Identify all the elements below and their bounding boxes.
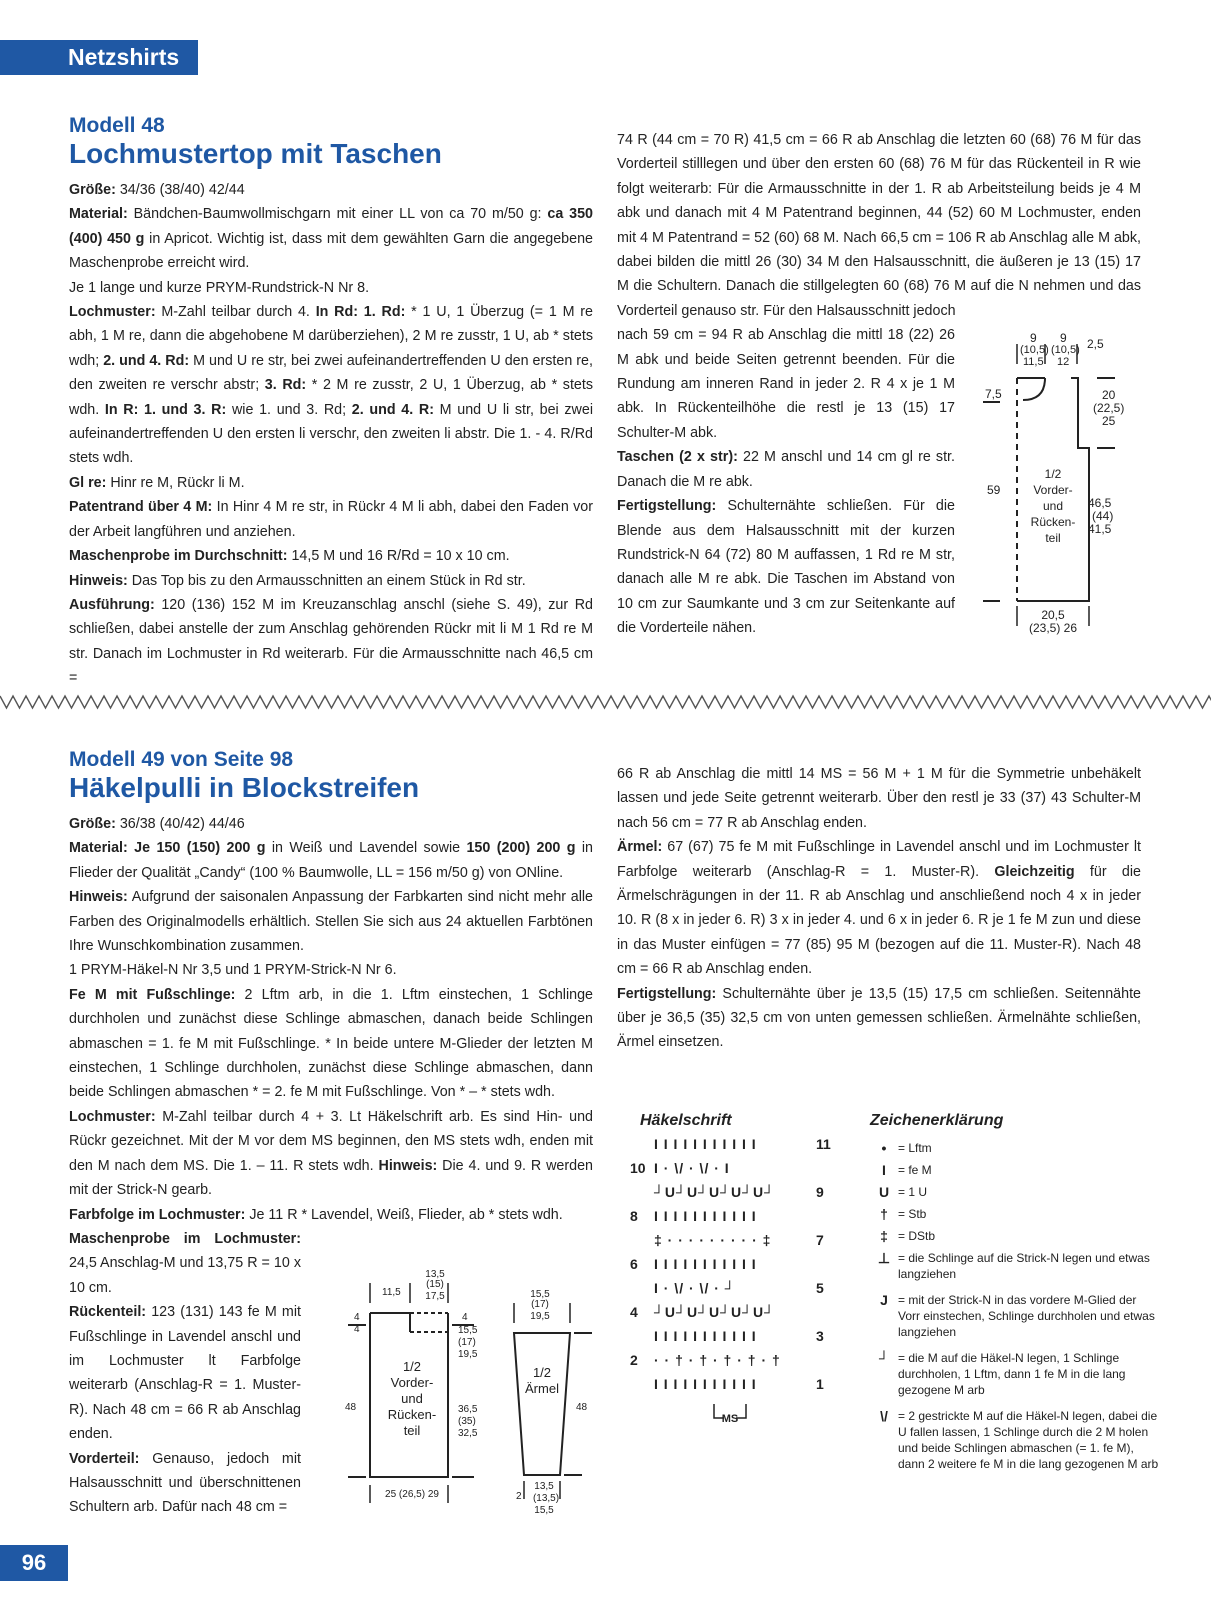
crochet-chart-title: Häkelschrift (640, 1112, 732, 1129)
chart-row-symbols: I I I I I I I I I I I (654, 1328, 757, 1344)
panel-label: 1/2 (532, 1365, 552, 1380)
model48-continued: 74 R (44 cm = 70 R) 41,5 cm = 66 R ab Anschlag die letzten 60 (68) 76 M für das Vorderteil stilllegen und über den ersten 60 (68) 76 M für das Rückenteil in R wie folgt weiterarb: Für die Armausschnitte in der 1. R ab Arbeitsteilung beids je 4 M abk und danach mit 4 M Patentrand beginnen, 44 (52) 60 M Lochmuster, enden mit 4 M Patentrand = 52 (60) 68 M. Nach 66,5 cm = 106 R ab Anschlag alle M abk, dabei bilden die mittl 26 (30) 34 M den Halsausschnitt, die äußeren je 13 (15) 17 M die Schultern. Danach die stillgelegten 60 (68) 76 M auf die N nehmen und das Vorderteil genauso str. Für den Halsausschnitt jedoch (617, 132, 1141, 319)
dim-label: 4 (462, 1312, 468, 1323)
legend-item (870, 1228, 1160, 1244)
model49-title: Häkelpulli in Blockstreifen (69, 772, 420, 803)
model48-material: Material: Bändchen-Baumwollmischgarn mit einer LL von ca 70 m/50 g: ca 350 (400) 450 g in Apricot. Wichtig ist, dass mit dem gewählten Garn die angegebene Maschenprobe erreicht wird. (69, 206, 593, 272)
panel-label: und (1042, 499, 1064, 513)
dim-label: 48 (576, 1402, 588, 1413)
dim-label: 9 (1060, 331, 1067, 345)
legend-text: = die Schlinge auf die Strick-N legen und etwas langziehen (898, 1251, 1150, 1281)
dim-label: 4 (354, 1324, 360, 1335)
chart-row-number: 9 (816, 1184, 824, 1200)
chart-row-number: 10 (630, 1160, 646, 1176)
dim-label: 11,5 (382, 1287, 401, 1298)
model48-finishing: Fertigstellung: Schulternähte schließen. Für die Blende aus dem Halsausschnitt mit der kurzen Rundstrick-N 64 (72) 80 M auffassen, 1 Rd re M str, danach alle M re abk. Die Taschen im Abstand von 10 cm zur Saumkante und 3 cm zur Seitenkante auf die Vorderteile nähen. (617, 498, 955, 637)
dim-label: (17) (531, 1299, 549, 1310)
legend-symbol-icon: † (880, 1206, 888, 1222)
dim-label: (17) (458, 1337, 476, 1348)
model48-label: Modell 48 (69, 114, 165, 137)
dim-label: 13,5 (534, 1481, 554, 1492)
panel-label: 1/2 (402, 1359, 422, 1374)
chart-row-symbols: I I I I I I I I I I I (654, 1208, 757, 1224)
model48-pockets: Taschen (2 x str): 22 M anschl und 14 cm gl re str. Danach die M re abk. (617, 449, 955, 490)
section-header: Netzshirts (0, 40, 198, 75)
model49-column-right (617, 762, 1141, 1055)
legend-symbol-icon: U (878, 1184, 890, 1200)
model49-front: Vorderteil: Genauso, jedoch mit Halsausschnitt und überschnittenen Schultern arb. Dafür nach 48 cm = (69, 1450, 301, 1516)
model49-material: Material: Je 150 (150) 200 g in Weiß und Lavendel sowie 150 (200) 200 g in Flieder der Qualität „Candy“ (100 % Baumwolle, LL = 156 m/50 g) von ONline. (69, 840, 594, 881)
dim-label: (22,5) (1093, 401, 1125, 415)
model49-lace-pattern: Lochmuster: M-Zahl teilbar durch 4 + 3. Lt Häkelschrift arb. Es sind Hin- und Rückr gezeichnet. Mit der M vor dem MS beginnen, den MS stets wdh, enden mit den M nach dem MS. Die 1. – 11. R stets wdh. Hinweis: Die 4. und 9. R werden mit der Strick-N gearb. (69, 1108, 593, 1199)
dim-label: 11,5 (1023, 356, 1044, 368)
legend-item (870, 1350, 1160, 1398)
dim-label: 25 (26,5) 29 (385, 1489, 439, 1500)
model49-sc-foundation: Fe M mit Fußschlinge: 2 Lftm arb, in die 1. Lftm einstechen, 1 Schlinge durchholen und zunächst diese Schlinge abmaschen, danach beide Schlingen abmaschen = 1. fe M mit Fußschlinge. * In beide untere M-Glieder der letzten M einstechen, 1 Schlinge durchholen, zunächst diese Schlinge abmaschen, dann beide Schlingen abmaschen * = 2. fe M mit Fußschlinge. Von * – * stets wdh. (69, 986, 593, 1101)
dim-label: (10,5) (1051, 344, 1080, 356)
chart-row-number: 3 (816, 1328, 824, 1344)
model48-column-left (69, 114, 593, 691)
legend-text: = Lftm (898, 1141, 932, 1155)
panel-label: und (401, 1391, 423, 1406)
legend-text: = DStb (898, 1229, 936, 1243)
model49-needles: 1 PRYM-Häkel-N Nr 3,5 und 1 PRYM-Strick-N Nr 6. (69, 962, 397, 979)
model48-size: Größe: 34/36 (38/40) 42/44 (69, 182, 245, 198)
dim-label: 48 (345, 1402, 357, 1413)
dim-label: 13,5 (425, 1269, 445, 1280)
model49-label: Modell 49 von Seite 98 (69, 748, 294, 771)
legend-item (870, 1140, 1160, 1156)
page-number: 96 (0, 1545, 68, 1581)
panel-label: teil (403, 1423, 421, 1438)
chart-row-number: 7 (816, 1232, 824, 1248)
model49-size: Größe: 36/38 (40/42) 44/46 (69, 816, 245, 832)
panel-label: teil (1045, 531, 1061, 545)
dim-label: 15,5 (458, 1325, 478, 1336)
dim-label: 19,5 (458, 1349, 478, 1360)
dim-label: (13,5) (532, 1493, 560, 1504)
model48-neckline: nach 59 cm = 94 R ab Anschlag die mittl 18 (22) 26 M abk und beide Seiten getrennt beenden. Für die Rundung am inneren Rand in jeder 2. R 4 x je 1 M abk. In Rückenteilhöhe die restl je 13 (15) 17 Schulter-M abk. (617, 327, 955, 441)
chart-row-number: 2 (630, 1352, 638, 1368)
model48-gauge: Maschenprobe im Durchschnitt: 14,5 M und 16 R/Rd = 10 x 10 cm. (69, 548, 510, 565)
chart-row-symbols: I I I I I I I I I I I (654, 1136, 757, 1152)
model48-stockinette: Gl re: Hinr re M, Rückr li M. (69, 474, 245, 491)
panel-label: 1/2 (1044, 467, 1062, 481)
panel-label: Rücken- (1030, 515, 1076, 529)
dim-label: 20 (1102, 388, 1116, 402)
chart-row-number: 11 (816, 1136, 831, 1152)
dim-label: 17,5 (425, 1291, 445, 1302)
legend-text: = 2 gestrickte M auf die Häkel-N legen, dabei die U fallen lassen, 1 Schlinge durch die 2 M holen und beide Schlingen abmaschen (= 1. fe M), dann 2 weitere fe M in die lang gezogenen M arb (898, 1409, 1159, 1471)
legend-symbol-icon: J (880, 1292, 888, 1308)
model48-title: Lochmustertop mit Taschen (69, 138, 442, 169)
chart-row-symbols: ‡ · · · · · · · · · ‡ (654, 1232, 772, 1248)
legend-symbol-icon: • (881, 1140, 887, 1156)
dim-label: (35) (458, 1416, 476, 1427)
legend-item (870, 1206, 1160, 1222)
dim-label: (10,5) (1020, 344, 1049, 356)
legend-symbol-icon: I (882, 1162, 886, 1178)
chart-row-number: 5 (816, 1280, 824, 1296)
chart-row-symbols: ┘U┘U┘U┘U┘U┘ (654, 1184, 776, 1200)
dim-label: 41,5 (1088, 522, 1112, 536)
crochet-chart (630, 1132, 840, 1432)
model49-sleeves: Ärmel: 67 (67) 75 fe M mit Fußschlinge in Lavendel anschl und im Lochmuster lt Farbfolge weiterarb (Anschlag-R = 1. Muster-R). Gleichzeitig für die Ärmelschrägungen in der 11. R ab Anschlag und anschließend noch 4 x in jeder 10. R (8 x in jeder 6. R) 3 x in jeder 4. und 6 x in jeder 6. R je 1 fe M zun und diese in das Muster einfügen = 77 (85) 95 M (bezogen auf die 11. Muster-R). Nach 48 cm = 66 R ab Anschlag enden. (617, 839, 1141, 978)
legend-symbol-icon: ‡ (880, 1228, 888, 1244)
chart-row-symbols: I · \/ · \/ · I (654, 1160, 730, 1176)
legend-item (870, 1162, 1160, 1178)
legend-title: Zeichenerklärung (870, 1112, 1004, 1129)
chart-row-symbols: I I I I I I I I I I I (654, 1376, 757, 1392)
legend-item (870, 1408, 1160, 1472)
symbol-legend (870, 1112, 1160, 1482)
legend-item (870, 1250, 1160, 1282)
chart-row-number: 6 (630, 1256, 638, 1272)
panel-label: Vorder- (1033, 483, 1073, 497)
dim-label: 15,5 (530, 1289, 550, 1300)
chart-row-number: 4 (630, 1304, 638, 1320)
model49-finishing: Fertigstellung: Schulternähte über je 13,5 (15) 17,5 cm schließen. Seitennähte über je 36,5 (35) 32,5 cm von unten gemessen schließen. Ärmelnähte schließen, Ärmel einsetzen. (617, 985, 1141, 1051)
panel-label: Ärmel (525, 1381, 559, 1396)
dim-label: 12 (1057, 356, 1070, 368)
dim-label: 2,5 (1087, 337, 1104, 351)
dim-label: 4 (354, 1312, 360, 1323)
dim-label: (44) (1092, 509, 1114, 523)
dim-label: 20,5 (1041, 608, 1065, 622)
chart-row-symbols: · · † · † · † · † · † (654, 1352, 781, 1368)
panel-label: Rücken- (387, 1407, 437, 1422)
dim-label: (23,5) 26 (1028, 621, 1078, 635)
legend-text: = Stb (898, 1207, 927, 1221)
legend-text: = mit der Strick-N in das vordere M-Glied der Vorr einstechen, Schlinge durchholen und etwas langziehen (898, 1293, 1155, 1339)
panel-label: Vorder- (390, 1375, 434, 1390)
chart-row-number: 1 (816, 1376, 824, 1392)
dim-label: 9 (1030, 331, 1037, 345)
model49-back: Rückenteil: 123 (131) 143 fe M mit Fußschlinge in Lavendel anschl und im Lochmuster lt Farbfolge weiterarb (Anschlag-R = 1. Muster-R). Nach 48 cm = 66 R ab Anschlag enden. (69, 1304, 301, 1443)
legend-item (870, 1292, 1160, 1340)
zigzag-divider (0, 693, 1211, 711)
chart-row-number: 8 (630, 1208, 638, 1224)
model49-gauge: Maschenprobe im Lochmuster: 24,5 Anschlag-M und 13,75 R = 10 x 10 cm. (69, 1230, 301, 1296)
dim-label: (15) (426, 1279, 444, 1290)
dim-label: 46,5 (1088, 496, 1112, 510)
legend-text: = 1 U (898, 1185, 928, 1199)
chart-row-symbols: I I I I I I I I I I I (654, 1256, 757, 1272)
chart-row-symbols: I · \/ · \/ · ┘ (654, 1280, 736, 1296)
dim-label: 59 (987, 483, 1001, 497)
model48-patent-edge: Patentrand über 4 M: In Hinr 4 M re str, in Rückr 4 M li abh, dabei den Faden vor der Arbeit langführen und anziehen. (69, 499, 593, 540)
dim-label: 2 (516, 1491, 522, 1502)
dim-label: 7,5 (985, 387, 1002, 401)
model49-color-sequence: Farbfolge im Lochmuster: Je 11 R * Lavendel, Weiß, Flieder, ab * stets wdh. (69, 1206, 563, 1223)
legend-text: = die M auf die Häkel-N legen, 1 Schlinge durchholen, 1 Lftm, dann 1 fe M in die lang gezogene M arb (898, 1351, 1126, 1397)
dim-label: 19,5 (530, 1311, 550, 1322)
legend-symbol-icon: ⊥ (877, 1250, 891, 1266)
dim-label: 15,5 (534, 1505, 554, 1515)
model48-lace-pattern: Lochmuster: M-Zahl teilbar durch 4. In Rd: 1. Rd: * 1 U, 1 Überzug (= 1 M re abh, 1 M re, dann die abgehobene M darüberziehen), 2 M re zusstr, 1 U, ab * stets wdh; 2. und 4. Rd: M und U re str, bei zwei aufeinandertreffenden U den ersten re, den zweiten re verschr abstr; 3. Rd: * 2 M re zusstr, 2 U, 1 Überzug, ab * stets wdh. In R: 1. und 3. R: wie 1. und 3. Rd; 2. und 4. R: M und U li str, bei zwei aufeinandertreffenden U den ersten li verschr, den zweiten li abstr. Die 1. - 4. R/Rd stets wdh. (69, 304, 593, 467)
dim-label: 32,5 (458, 1428, 478, 1439)
dim-label: 36,5 (458, 1404, 478, 1415)
model48-note: Hinweis: Das Top bis zu den Armausschnitten an einem Stück in Rd str. (69, 572, 526, 589)
model48-schematic (975, 328, 1175, 648)
chart-repeat-label: MS (721, 1413, 739, 1425)
chart-row-symbols: ┘U┘U┘U┘U┘U┘ (654, 1304, 776, 1320)
dim-label: 25 (1102, 414, 1116, 428)
legend-symbol-icon: ┘ (879, 1350, 889, 1366)
model48-execution: Ausführung: 120 (136) 152 M im Kreuzanschlag anschl (siehe S. 49), zur Rd schließen, dabei anstelle der zum Anschlag gehörenden Rückr mit li M 1 Rd re M str. Danach im Lochmuster in Rd weiterarb. Für die Armausschnitte nach 46,5 cm = (69, 596, 593, 687)
legend-symbol-icon: \/ (880, 1408, 888, 1424)
legend-item (870, 1184, 1160, 1200)
model49-note: Hinweis: Aufgrund der saisonalen Anpassung der Farbkarten sind nicht mehr alle Farben des Originalmodells erhältlich. Stellen Sie sich aus 24 aktuellen Farbtönen Ihre Wunschkombination zusammen. (69, 889, 593, 955)
model49-body-schematic (340, 1265, 500, 1515)
model49-continued: 66 R ab Anschlag die mittl 14 MS = 56 M + 1 M für die Symmetrie unbehäkelt lassen und jede Seite getrennt weiterarb. Über den restl je 33 (37) 43 Schulter-M nach 56 cm = 77 R ab Anschlag enden. (617, 766, 1141, 831)
model49-sleeve-schematic (508, 1285, 608, 1515)
legend-text: = fe M (898, 1163, 932, 1177)
model48-needles: Je 1 lange und kurze PRYM-Rundstrick-N Nr 8. (69, 279, 370, 296)
